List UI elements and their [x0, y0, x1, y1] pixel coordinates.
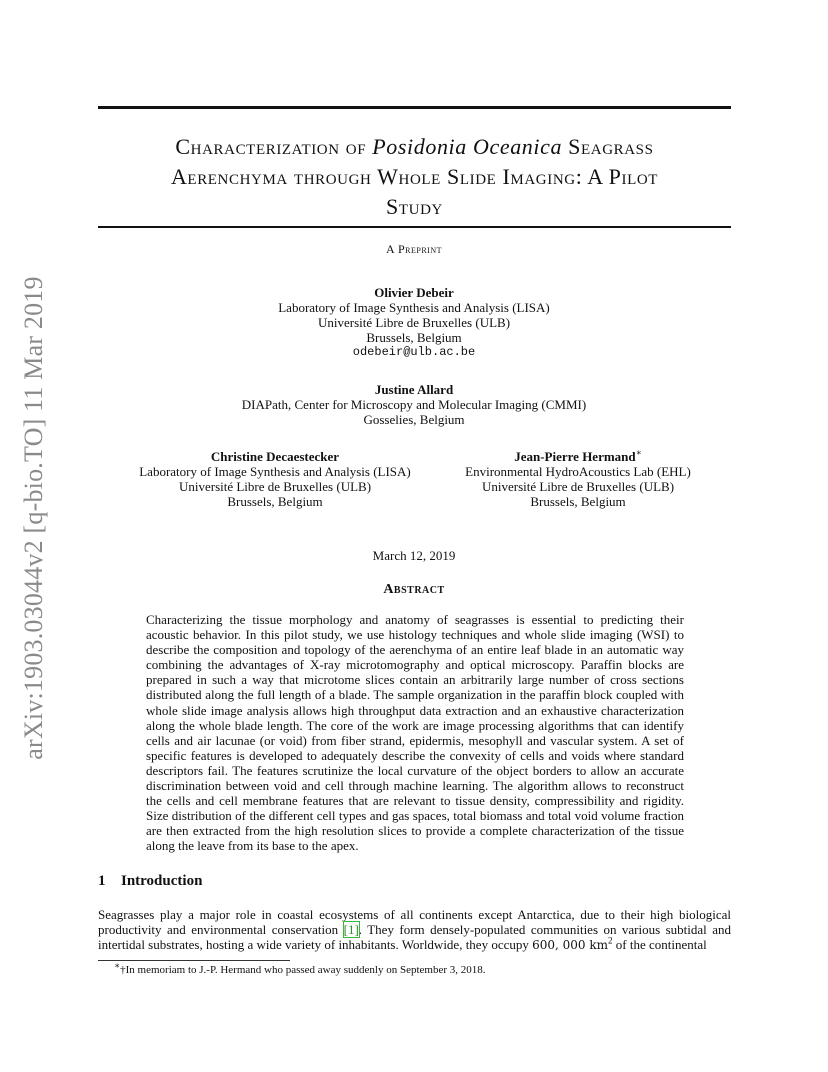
- author-justine-allard: [0, 382, 828, 427]
- author-name: Olivier Debeir: [374, 285, 454, 300]
- abstract-body: Characterizing the tissue morphology and anatomy of seagrasses is essential to predicting their acoustic behavior. In this pilot study, we use histology techniques and whole slide imaging (WSI) to describe the composition and topology of the aerenchyma of an entire leaf blade in an automatic way combining the advantages of X-ray microtomography and optical microscopy. Paraffin blocks are prepared in such a way that microtome slices contain an arbitrarily large number of cross sections distributed along the full length of a blade. The sample organization in the paraffin block coupled with whole slide image analysis allows high throughput data extraction and an exhaustive characterization along the whole blade length. The core of the work are image processing algorithms that can identify cells and air lacunae (or void) from fiber strand, epidermis, mesophyll and vascular system. A set of specific features is developed to adequately describe the convexity of cells and voids where standard descriptors fail. The features scrutinize the local curvature of the object borders to allow an accurate discrimination between void and cell through machine learning. The algorithm allows to reconstruct the cells and cell membrane features that are relevant to tissue density, compressibility and rigidity. Size distribution of the different cell types and gas spaces, total biomass and total void volume fraction are then extracted from the high resolution slices to provide a complete characterization of the tissue along the leave from its base to the apex.: [146, 612, 684, 854]
- author-affiliation: Université Libre de Bruxelles (ULB): [481, 479, 675, 494]
- author-affiliation: DIAPath, Center for Microscopy and Molecular Imaging (CMMI): [241, 397, 587, 412]
- author-name: Justine Allard: [374, 382, 454, 397]
- intro-text: Seagrasses play a major role in coastal ecosystems of all continents except Antarctica, due to their high biological productivity and environmental conservation: [98, 907, 731, 938]
- arxiv-id-text: arXiv:1903.03044v2 [q-bio.TO] 11 Mar 2019: [19, 276, 48, 760]
- author-affiliation: Environmental HydroAcoustics Lab (EHL): [465, 464, 691, 479]
- abstract-heading: Abstract: [383, 582, 445, 597]
- title-line-1: [98, 132, 731, 162]
- author-affiliation: Gosselies, Belgium: [363, 412, 465, 427]
- footnote-divider: [98, 960, 290, 961]
- section-number: 1: [98, 873, 106, 889]
- author-affiliation: Université Libre de Bruxelles (ULB): [317, 315, 511, 330]
- footnote-text: †In memoriam to J.-P. Hermand who passed away suddenly on September 3, 2018.: [120, 964, 486, 976]
- introduction-paragraph: [98, 907, 731, 953]
- area-exponent: 2: [608, 935, 613, 946]
- author-affiliation: Laboratory of Image Synthesis and Analysis (LISA): [278, 300, 550, 315]
- title-line-1-end: Seagrass: [562, 134, 654, 159]
- footnote-marker: ∗: [114, 960, 121, 971]
- publication-date: March 12, 2019: [372, 548, 456, 563]
- area-value: 600, 000 km: [532, 938, 609, 953]
- citation-link[interactable]: [1]: [343, 922, 359, 938]
- intro-text: of the continental: [612, 937, 707, 953]
- author-email-link[interactable]: odebeir@ulb.ac.be: [352, 345, 476, 359]
- title-top-rule: [98, 106, 731, 109]
- section-title: Introduction: [121, 873, 203, 889]
- footnote: [114, 960, 486, 976]
- author-christine-decaestecker: [125, 449, 425, 509]
- author-name: Christine Decaestecker: [210, 449, 340, 464]
- title-line-1-start: Characterization of: [175, 134, 373, 159]
- section-heading-introduction: [98, 873, 202, 890]
- author-name-row: [437, 449, 719, 464]
- author-affiliation: Laboratory of Image Synthesis and Analysis (LISA): [139, 464, 411, 479]
- author-name: Jean-Pierre Hermand: [514, 449, 636, 464]
- author-affiliation: Brussels, Belgium: [530, 494, 626, 509]
- title-species-name: Posidonia Oceanica: [372, 134, 563, 159]
- author-affiliation: Université Libre de Bruxelles (ULB): [178, 479, 372, 494]
- paper-title: [98, 132, 731, 222]
- author-affiliation: Brussels, Belgium: [227, 494, 323, 509]
- title-line-3: Study: [386, 194, 443, 219]
- title-line-2: Aerenchyma through Whole Slide Imaging: A Pilot: [170, 164, 659, 189]
- author-affiliation: Brussels, Belgium: [366, 330, 462, 345]
- footnote-marker[interactable]: ∗: [635, 447, 642, 458]
- title-bottom-rule: [98, 226, 731, 228]
- preprint-label: A Preprint: [385, 242, 442, 256]
- author-jean-pierre-hermand: [437, 449, 719, 509]
- intro-text: . They form densely-populated communities on various subtidal and intertidal substrates, hosting a wide variety of inhabitants. Worldwide, they occupy: [98, 922, 731, 953]
- author-olivier-debeir: [0, 285, 828, 360]
